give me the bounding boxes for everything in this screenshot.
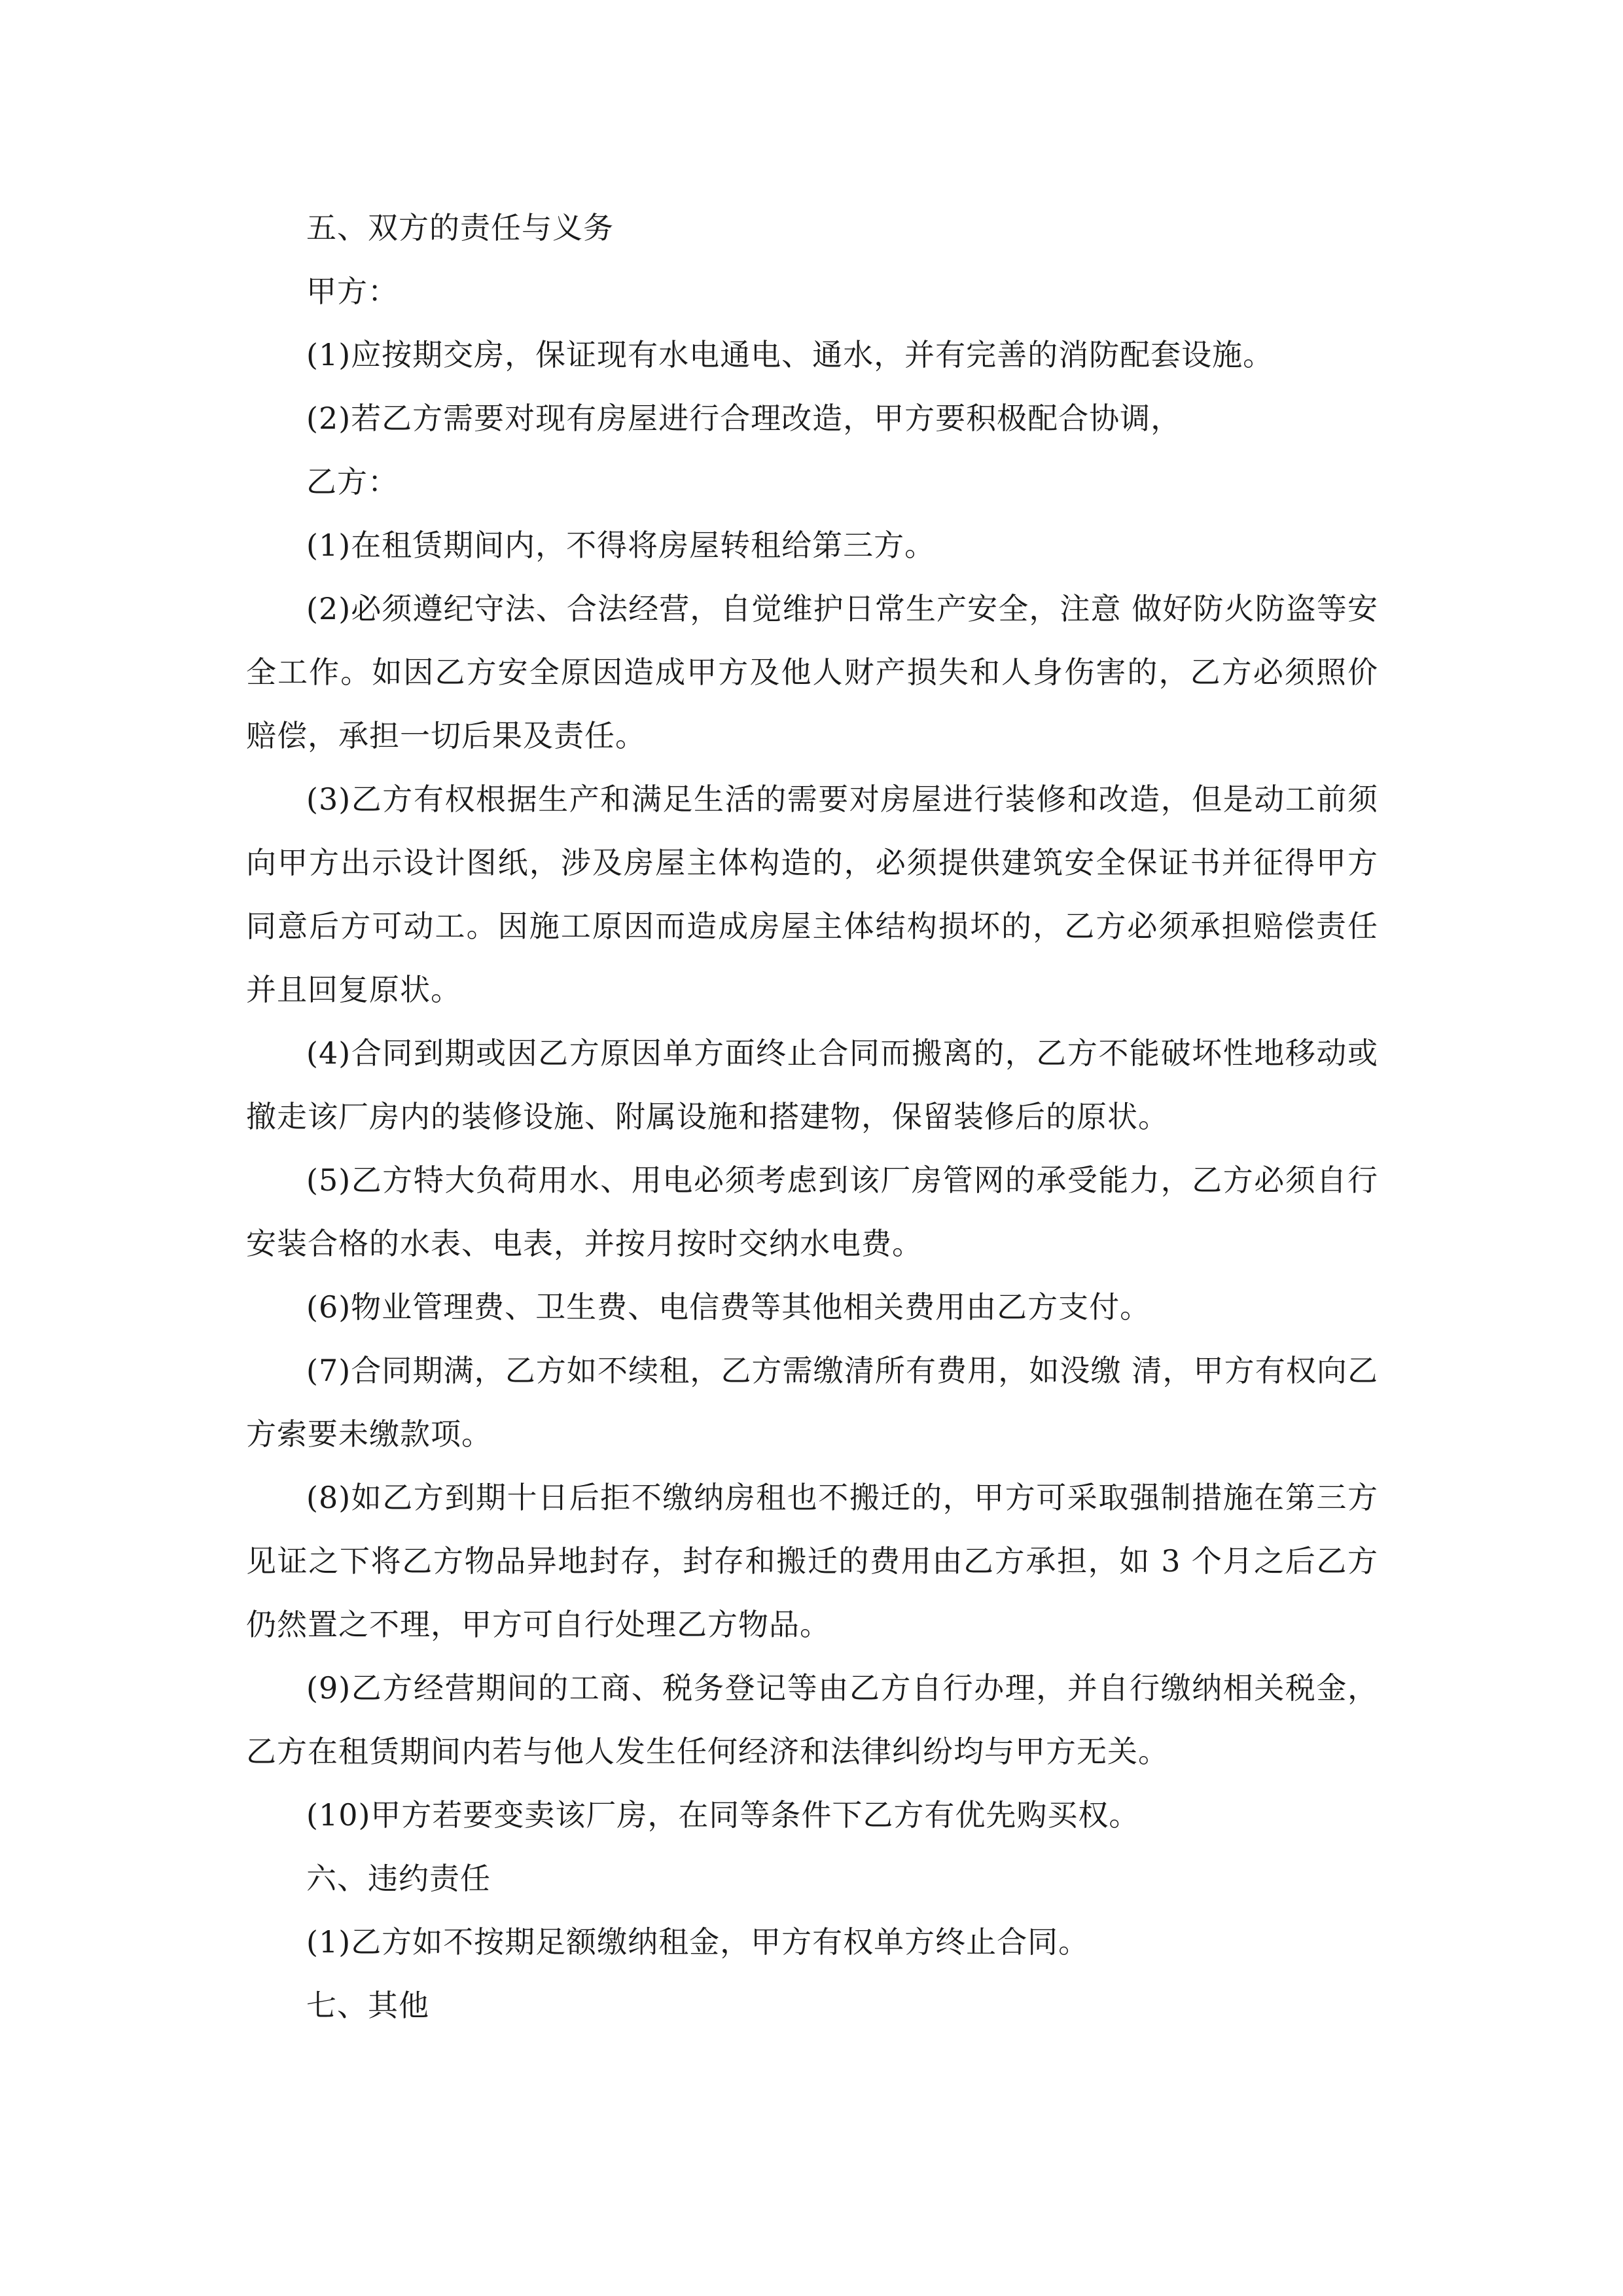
party-b-clause-9: (9)乙方经营期间的工商、税务登记等由乙方自行办理，并自行缴纳相关税金，乙方在租赁期间内若与他人发生任何经济和法律纠纷均与甲方无关。 <box>246 1670 1378 1769</box>
party-b-clause-2: (2)必须遵纪守法、合法经营，自觉维护日常生产安全，注意 做好防火防盗等安全工作。如因乙方安全原因造成甲方及他人财产损失和人身伤害的，乙方必须照价赔偿，承担一切后果及责任。 <box>246 591 1378 753</box>
party-b-clause-6: (6)物业管理费、卫生费、电信费等其他相关费用由乙方支付。 <box>306 1289 1151 1325</box>
party-b-clause-4: (4)合同到期或因乙方原因单方面终止合同而搬离的，乙方不能破坏性地移动或撤走该厂房内的装修设施、附属设施和搭建物，保留装修后的原状。 <box>246 1035 1378 1134</box>
party-b-clause-5: (5)乙方特大负荷用水、用电必须考虑到该厂房管网的承受能力，乙方必须自行安装合格的水表、电表，并按月按时交纳水电费。 <box>246 1162 1378 1261</box>
party-b-clause-7: (7)合同期满，乙方如不续租，乙方需缴清所有费用，如没缴 清，甲方有权向乙方索要未缴款项。 <box>246 1353 1378 1452</box>
section-heading-other: 七、其他 <box>306 1988 429 2023</box>
party-a-clause-1: (1)应按期交房，保证现有水电通电、通水，并有完善的消防配套设施。 <box>306 337 1274 372</box>
party-b-clause-3: (3)乙方有权根据生产和满足生活的需要对房屋进行装修和改造，但是动工前须向甲方出示设计图纸，涉及房屋主体构造的，必须提供建筑安全保证书并征得甲方同意后方可动工。因施工原因而造成房屋主体结构损坏的，乙方必须承担赔偿责任并且回复原状。 <box>246 781 1378 1007</box>
party-b-label: 乙方： <box>306 464 399 499</box>
document-body <box>246 196 1378 2037</box>
section-heading-breach: 六、违约责任 <box>306 1861 491 1896</box>
section-heading-duties: 五、双方的责任与义务 <box>306 210 614 245</box>
party-b-clause-1: (1)在租赁期间内，不得将房屋转租给第三方。 <box>306 528 936 563</box>
party-b-clause-10: (10)甲方若要变卖该厂房，在同等条件下乙方有优先购买权。 <box>306 1797 1140 1833</box>
party-a-clause-2: (2)若乙方需要对现有房屋进行合理改造，甲方要积极配合协调， <box>306 401 1182 436</box>
breach-clause-1: (1)乙方如不按期足额缴纳租金，甲方有权单方终止合同。 <box>306 1924 1090 1960</box>
party-a-label: 甲方： <box>306 274 399 309</box>
party-b-clause-8: (8)如乙方到期十日后拒不缴纳房租也不搬迁的，甲方可采取强制措施在第三方见证之下将乙方物品异地封存，封存和搬迁的费用由乙方承担，如 3 个月之后乙方仍然置之不理，甲方可自行处理乙方物品。 <box>246 1480 1378 1642</box>
